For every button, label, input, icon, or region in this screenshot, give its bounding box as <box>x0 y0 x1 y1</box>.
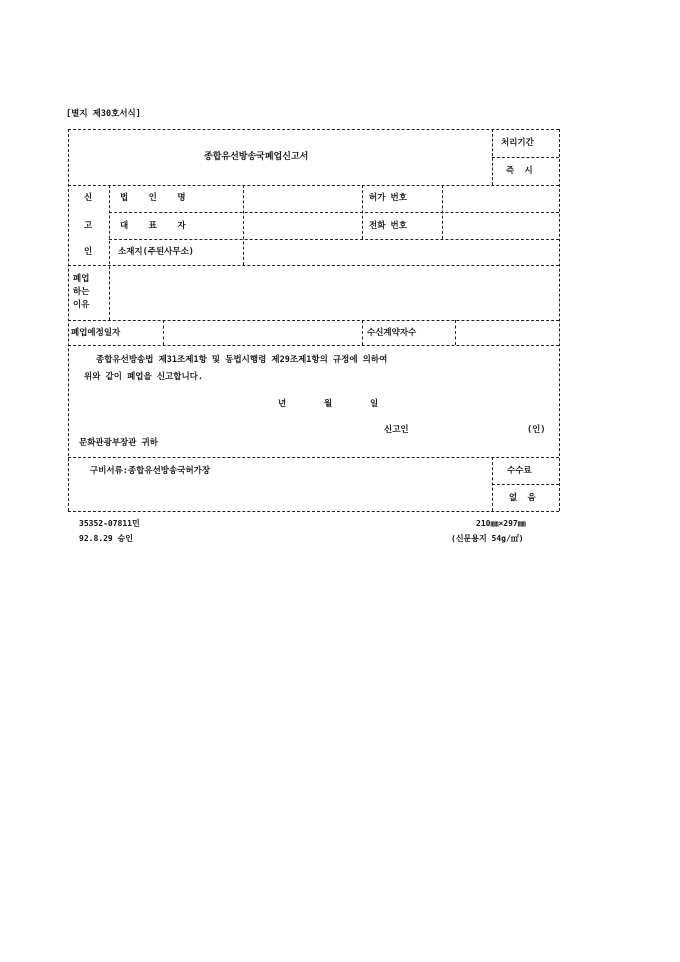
applicant-label: 신고인 <box>384 425 409 435</box>
date-month-label: 월 <box>324 399 333 409</box>
permit-number-label: 허가 번호 <box>369 193 407 203</box>
statement-line-1: 종합유선방송법 제31조제1항 및 동법시행령 제29조제1항의 규정에 의하여 <box>96 355 388 365</box>
permit-number-field[interactable] <box>446 188 556 210</box>
corp-name-field[interactable] <box>247 188 359 210</box>
corp-name-label: 법 인 명 <box>120 193 186 203</box>
reason-field[interactable] <box>113 268 555 318</box>
statement-line-2: 위와 같이 폐업을 신고합니다. <box>84 372 204 382</box>
form-code: 35352-07811민 <box>79 519 140 528</box>
subscriber-count-label: 수신계약자수 <box>367 328 417 338</box>
processing-period-label: 처리기간 <box>501 138 534 148</box>
applicant-field[interactable] <box>420 422 520 438</box>
date-year-label: 년 <box>278 399 287 409</box>
phone-number-label: 전화 번호 <box>369 221 407 231</box>
representative-label: 대 표 자 <box>120 221 186 231</box>
reason-label-2: 하는 <box>73 287 90 297</box>
closing-date-label: 폐업예정일자 <box>71 328 121 338</box>
fee-label: 수수료 <box>507 466 532 476</box>
date-day-label: 일 <box>370 399 379 409</box>
seal-label: (인) <box>527 425 546 435</box>
addressee: 문화관광부장관 귀하 <box>79 438 159 448</box>
paper-type: (신문용지 54g/㎡) <box>451 534 524 543</box>
required-documents: 구비서류:종합유선방송국허가장 <box>90 466 211 476</box>
representative-field[interactable] <box>247 215 359 237</box>
fee-value: 없 음 <box>509 493 536 503</box>
paper-size: 210㎜×297㎜ <box>476 519 526 528</box>
reason-label-3: 이유 <box>73 300 90 310</box>
declarant-label-1: 신 <box>84 193 93 203</box>
reason-label-1: 폐업 <box>73 274 90 284</box>
form-title: 종합유선방송국폐업신고서 <box>204 152 309 162</box>
form-number-label: [별지 제30호서식] <box>66 109 141 119</box>
address-label: 소재지(주된사무소) <box>118 247 194 257</box>
processing-period-value: 즉 시 <box>506 166 533 176</box>
closing-date-field[interactable] <box>167 323 359 343</box>
subscriber-count-field[interactable] <box>459 323 556 343</box>
phone-number-field[interactable] <box>446 215 556 237</box>
approval-date: 92.8.29 승인 <box>79 534 133 543</box>
address-field[interactable] <box>247 242 555 263</box>
declarant-label-3: 인 <box>84 247 93 257</box>
declarant-label-2: 고 <box>84 221 93 231</box>
